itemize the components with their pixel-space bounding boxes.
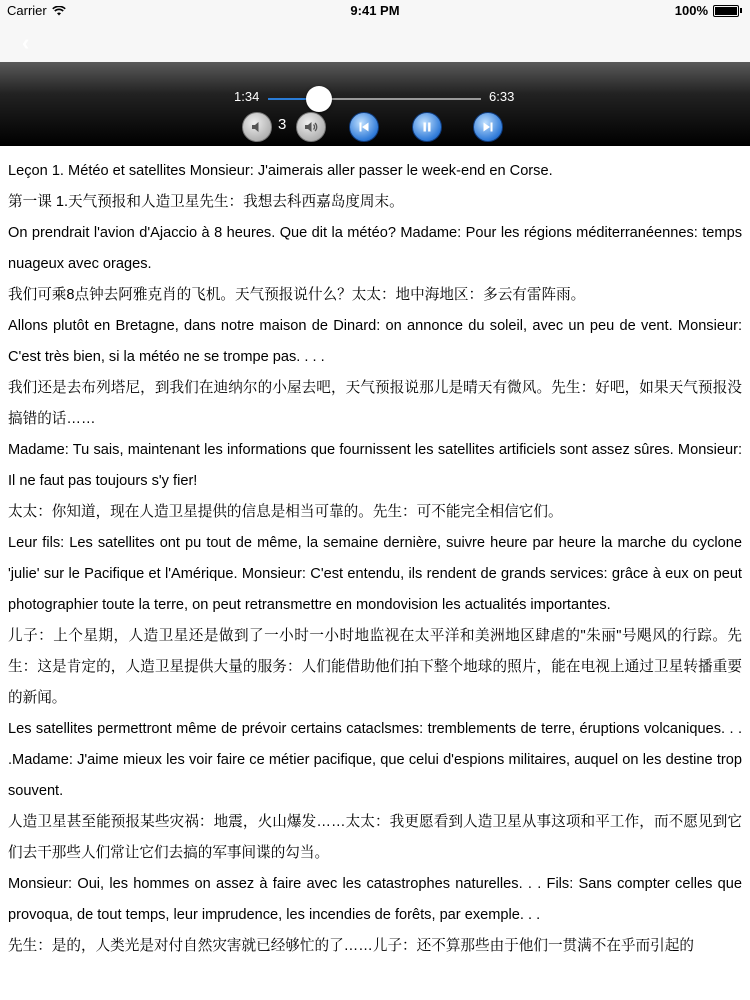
previous-button[interactable] (349, 112, 379, 142)
current-time: 1:34 (234, 89, 260, 104)
total-time: 6:33 (489, 89, 515, 104)
volume-level: 3 (278, 116, 287, 133)
lesson-paragraph: 我们可乘8点钟去阿雅克肖的飞机。天气预报说什么？太太：地中海地区：多云有雷阵雨。 (8, 287, 586, 303)
navigation-bar (0, 22, 750, 62)
lesson-paragraph: Les satellites permettront même de prévoir certains cataclsmes: tremblements de terre, éruptions volcaniques. . . .Madame: J'aime mieux les voir faire ce métier pacifique, que celui d'espions militaires, auquel on les destine trop souvent. (8, 721, 742, 799)
chevron-left-icon: ‹ (22, 30, 30, 55)
skip-next-icon (481, 120, 495, 134)
lesson-paragraph: 儿子：上个星期，人造卫星还是做到了一小时一小时地监视在太平洋和美洲地区肆虐的"朱丽"号飓风的行踪。先生：这是肯定的，人造卫星提供大量的服务：人们能借助他们拍下整个地球的照片，能在电视上通过卫星转播重要的新闻。 (8, 628, 742, 706)
back-button[interactable] (22, 30, 29, 56)
battery-group (675, 3, 742, 18)
pause-icon (420, 120, 434, 134)
progress-thumb[interactable] (306, 86, 332, 112)
lesson-paragraph: Leur fils: Les satellites ont pu tout de même, la semaine dernière, suivre heure par heure la marche du cyclone 'julie' sur le Pacifique et l'Amérique. Monsieur: C'est entendu, ils rendent de grands services: grâce à eux on peut photographier toute la terre, on peut retransmettre en mondovision les actualités importantes. (8, 535, 742, 613)
volume-up-button[interactable] (296, 112, 326, 142)
lesson-paragraph: 先生：是的，人类光是对付自然灾害就已经够忙的了……儿子：还不算那些由于他们一贯满不在乎而引起的 (8, 938, 694, 954)
lesson-paragraph: Leçon 1. Météo et satellites Monsieur: J'aimerais aller passer le week-end en Corse. (8, 163, 553, 179)
lesson-paragraph: Allons plutôt en Bretagne, dans notre maison de Dinard: on annonce du soleil, avec un peu de vent. Monsieur: C'est très bien, si la météo ne se trompe pas. . . . (8, 318, 742, 365)
carrier-label: Carrier (7, 3, 47, 18)
progress-slider[interactable] (268, 98, 481, 100)
speaker-high-icon (303, 119, 319, 135)
status-time: 9:41 PM (350, 3, 400, 18)
lesson-paragraph: Monsieur: Oui, les hommes on assez à faire avec les catastrophes naturelles. . . Fils: Sans compter celles que provoqua, de tout temps, leur imprudence, les incendies de forêts, par exemple. . . (8, 876, 742, 923)
lesson-paragraph: On prendrait l'avion d'Ajaccio à 8 heures. Que dit la météo? Madame: Pour les régions méditerranéennes: temps nuageux avec orages. (8, 225, 742, 272)
lesson-paragraph: 第一课 1.天气预报和人造卫星先生：我想去科西嘉岛度周末。 (8, 194, 404, 210)
lesson-paragraph: 我们还是去布列塔尼，到我们在迪纳尔的小屋去吧，天气预报说那儿是晴天有微风。先生：好吧，如果天气预报没搞错的话…… (8, 380, 742, 427)
lesson-paragraph: Madame: Tu sais, maintenant les informations que fournissent les satellites artificiels sont assez sûres. Monsieur: Il ne faut pas toujours s'y fier! (8, 442, 742, 489)
lesson-paragraph: 太太：你知道，现在人造卫星提供的信息是相当可靠的。先生：可不能完全相信它们。 (8, 504, 563, 520)
lesson-text (8, 156, 742, 962)
volume-down-button[interactable] (242, 112, 272, 142)
speaker-low-icon (249, 119, 265, 135)
battery-icon (713, 5, 739, 17)
skip-previous-icon (357, 120, 371, 134)
next-button[interactable] (473, 112, 503, 142)
pause-button[interactable] (412, 112, 442, 142)
battery-percent: 100% (674, 3, 708, 18)
audio-player (0, 62, 750, 146)
status-bar (0, 0, 750, 22)
lesson-paragraph: 人造卫星甚至能预报某些灾祸：地震，火山爆发……太太：我更愿看到人造卫星从事这项和平工作，而不愿见到它们去干那些人们常让它们去搞的军事间谍的勾当。 (8, 814, 742, 861)
